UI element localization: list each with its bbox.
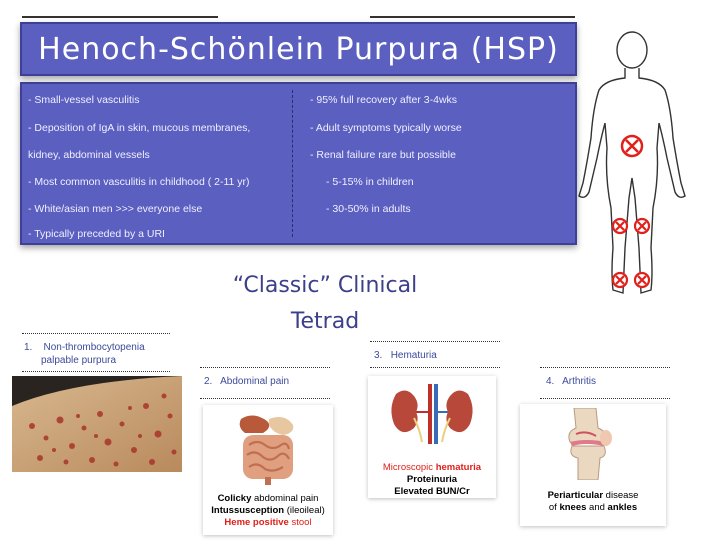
info-right-item: - 95% full recovery after 3-4wks <box>310 94 458 106</box>
item-label: Arthritis <box>562 376 597 387</box>
caption-red: Heme positive <box>224 517 289 528</box>
caption-bold: Intussusception <box>211 505 285 516</box>
caption-text: abdominal pain <box>251 493 319 504</box>
caption-bold: knees <box>559 502 587 513</box>
info-right-item: - Renal failure rare but possible <box>310 149 456 161</box>
x-marker-icon <box>635 273 649 287</box>
caption-text: disease <box>603 490 639 501</box>
top-rule-right <box>370 16 575 18</box>
divider <box>200 367 330 368</box>
x-marker-icon <box>622 136 642 156</box>
info-left-item: - Typically preceded by a URI <box>28 228 165 240</box>
info-left-item: kidney, abdominal vessels <box>28 149 150 161</box>
item-label-line1: Non-thrombocytopenia <box>43 342 145 353</box>
abdominal-caption <box>203 493 333 529</box>
body-outline-icon <box>575 18 695 308</box>
kidney-image <box>386 384 478 444</box>
info-left-item: - Small-vessel vasculitis <box>28 94 140 106</box>
divider <box>200 398 330 399</box>
caption-text: (ileoileal) <box>284 505 325 516</box>
item-label: Hematuria <box>390 350 437 361</box>
item-number: 3. <box>374 350 383 361</box>
caption-bold: ankles <box>607 502 638 513</box>
item-label-line2: palpable purpura <box>41 355 117 366</box>
info-right-item: - Adult symptoms typically worse <box>310 122 462 134</box>
divider <box>540 398 670 399</box>
item-number: 4. <box>546 376 555 387</box>
caption-text: stool <box>288 517 312 528</box>
caption-text: of <box>548 502 560 513</box>
info-left-column <box>28 84 290 243</box>
caption-text: Microscopic <box>382 462 436 473</box>
arthritis-card <box>520 404 666 526</box>
item-hematuria-label <box>374 349 437 362</box>
info-right-column <box>310 84 572 243</box>
page-title: Henoch-Schönlein Purpura (HSP) <box>38 31 559 67</box>
divider <box>22 371 170 372</box>
item-number: 1. <box>24 342 33 353</box>
tetrad-heading <box>195 268 455 340</box>
caption-bold: Elevated BUN/Cr <box>394 486 470 497</box>
x-marker-icon <box>613 273 627 287</box>
tetrad-heading-line2: Tetrad <box>290 309 360 334</box>
info-left-item: - Most common vasculitis in childhood ( 2-11 yr) <box>28 176 250 188</box>
divider <box>370 367 500 368</box>
title-banner <box>20 22 577 76</box>
item-purpura-label <box>24 341 145 367</box>
divider <box>22 333 170 334</box>
x-marker-icon <box>635 219 649 233</box>
caption-red: hematuria <box>435 462 482 473</box>
top-rule-left <box>22 16 218 18</box>
caption-bold: Colicky <box>217 493 252 504</box>
x-marker-icon <box>613 219 627 233</box>
caption-bold: Periarticular <box>547 490 604 501</box>
hematuria-card <box>368 376 496 498</box>
caption-text: and <box>586 502 608 513</box>
hematuria-caption <box>368 462 496 498</box>
info-left-item: - White/asian men >>> everyone else <box>28 203 203 215</box>
knee-joint-image <box>556 408 626 480</box>
arthritis-caption <box>520 490 666 514</box>
info-right-item: - 30-50% in adults <box>326 203 411 215</box>
intestines-image <box>233 411 303 487</box>
abdominal-card <box>203 405 333 535</box>
item-abdominal-label <box>204 375 289 388</box>
item-number: 2. <box>204 376 213 387</box>
tetrad-heading-line1: “Classic” Clinical <box>232 273 418 298</box>
divider <box>540 367 670 368</box>
info-panel <box>20 82 577 245</box>
item-label: Abdominal pain <box>220 376 290 387</box>
item-arthritis-label <box>546 375 596 388</box>
info-right-item: - 5-15% in children <box>326 176 414 188</box>
divider <box>370 341 500 342</box>
column-divider <box>292 90 293 237</box>
info-left-item: - Deposition of IgA in skin, mucous membranes, <box>28 122 251 134</box>
caption-bold: Proteinuria <box>406 474 458 485</box>
skin-rash-image <box>12 376 182 472</box>
